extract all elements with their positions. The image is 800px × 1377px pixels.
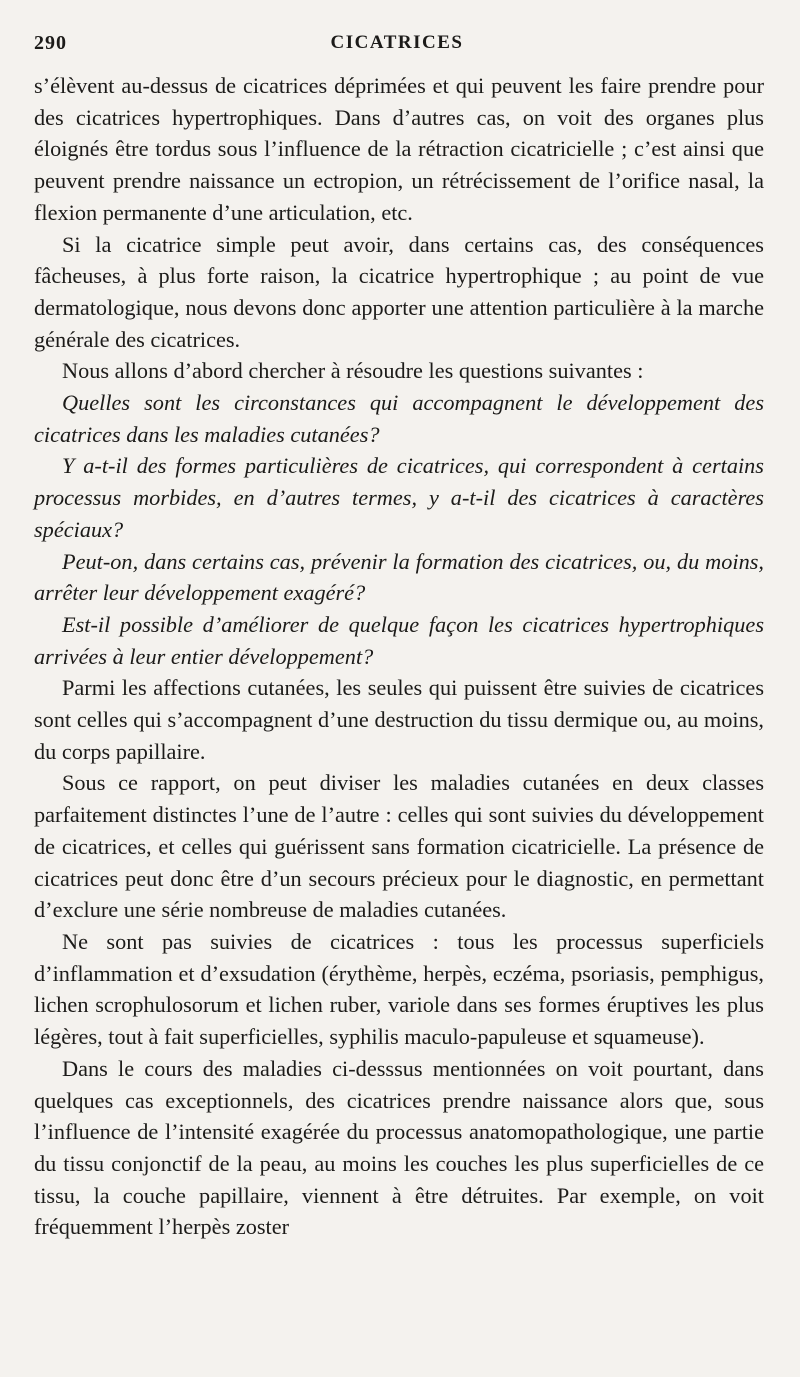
paragraph: Dans le cours des maladies ci-desssus mentionnées on voit pourtant, dans quelques cas exceptionnels, des cicatrices prendre naissance alors que, sous l’influence de l’intensité exagérée du processus anatomopathologique, une partie du tissu conjonctif de la peau, au moins les couches les plus superficielles de ce tissu, la couche papillaire, viennent à être détruites. Par exemple, on voit fréquemment l’herpès zoster <box>34 1055 764 1240</box>
paragraph: Si la cicatrice simple peut avoir, dans certains cas, des conséquences fâcheuses, à plus forte raison, la cicatrice hypertrophique ; au point de vue dermatologique, nous devons donc apporter une attention particulière à la marche générale des cicatrices. <box>34 231 764 352</box>
paragraph: Nous allons d’abord chercher à résoudre les questions suivantes : <box>62 358 644 384</box>
paragraph: Sous ce rapport, on peut diviser les maladies cutanées en deux classes parfaitement distinctes l’une de l’autre : celles qui sont suivies du développement de cicatrices, et celles qui guérissent sans formation cicatricielle. La présence de cicatrices peut donc être d’un secours précieux pour le diagnostic, en permettant d’exclure une série nombreuse de maladies cutanées. <box>34 770 764 923</box>
paragraph: Ne sont pas suivies de cicatrices : tous les processus superficiels d’inflammation et d’exsudation (érythème, herpès, eczéma, psoriasis, pemphigus, lichen scrophulosorum et lichen ruber, variole dans ses formes éruptives les plus légères, tout à fait superficielles, syphilis maculo-papuleuse et squameuse). <box>34 928 764 1050</box>
question-paragraph: Est-il possible d’améliorer de quelque façon les cicatrices hypertrophiques arrivées à leur entier développement? <box>34 611 764 669</box>
paragraph: Parmi les affections cutanées, les seules qui puissent être suivies de cicatrices sont celles qui s’accompagnent d’une destruction du tissu dermique ou, au moins, du corps papillaire. <box>34 675 764 764</box>
page-header <box>34 32 760 62</box>
paragraph: s’élèvent au-dessus de cicatrices déprimées et qui peuvent les faire prendre pour des cicatrices hypertrophiques. Dans d’autres cas, on voit des organes plus éloignés être tordus sous l’influence de la rétraction cicatricielle ; c’est ainsi que peuvent prendre naissance un ectropion, un rétrécissement de l’orifice nasal, la flexion permanente d’une articulation, etc. <box>34 73 764 225</box>
question-paragraph: Y a-t-il des formes particulières de cicatrices, qui correspondent à certains processus morbides, en d’autres termes, y a-t-il des cicatrices à caractères spéciaux? <box>34 453 764 542</box>
question-paragraph: Quelles sont les circonstances qui accompagnent le développement des cicatrices dans les maladies cutanées? <box>34 390 764 447</box>
page-number: 290 <box>34 32 67 54</box>
body-text <box>34 70 764 1243</box>
question-paragraph: Peut-on, dans certains cas, prévenir la formation des cicatrices, ou, du moins, arrêter leur développement exagéré? <box>34 548 764 606</box>
running-title: CICATRICES <box>330 32 464 53</box>
